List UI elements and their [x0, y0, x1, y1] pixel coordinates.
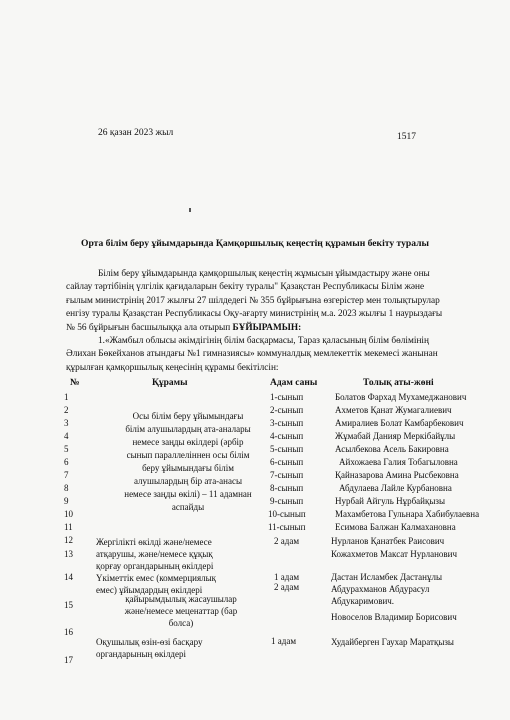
member-name: Дастан Исламбек Дастанұлы	[331, 572, 443, 582]
row-number: 1	[64, 392, 69, 402]
composition-line: атқарушы, және/немесе құқық	[96, 549, 213, 559]
row-number: 11	[64, 522, 73, 532]
composition-line: білім алушылардың ата-аналары	[125, 424, 251, 434]
preamble-line-text: № 56 бұйрығын басшылыққа ала отырып	[66, 322, 231, 333]
row-number: 17	[64, 655, 73, 665]
member-name: Амиралиев Болат Камбарбекович	[335, 418, 464, 428]
composition-line: және/немесе меценаттар (бар	[124, 606, 238, 616]
class-label: 9-сынып	[270, 496, 304, 506]
row-number: 5	[64, 444, 69, 454]
member-name: Абдукаримович.	[331, 596, 395, 606]
document-title: Орта білім беру ұйымдарында Қамқоршылық кеңестің құрамын бекіту туралы	[80, 238, 429, 249]
member-name: Махамбетова Гульнара Хабибулаевна	[335, 509, 480, 519]
composition-line: қорғау органдарының өкілдері	[96, 561, 214, 571]
class-label: 6-сынып	[270, 457, 304, 467]
composition-parents	[108, 410, 268, 514]
composition-patrons	[104, 593, 258, 629]
header-count: Адам саны	[270, 378, 318, 388]
member-name: Жұмабай Данияр Меркібайұлы	[335, 431, 456, 441]
scan-speck	[189, 208, 191, 212]
row-number: 8	[64, 483, 69, 493]
composition-line: емес) ұйымдардың өкілдері	[96, 585, 203, 595]
member-name: Абдулаева Лайле Курбановна	[339, 483, 452, 493]
composition-line: болса)	[168, 618, 194, 628]
class-label: 5-сынып	[270, 444, 304, 454]
composition-line: Үкіметтік емес (коммерциялық	[96, 573, 217, 583]
order-number: 1517	[397, 132, 416, 142]
preamble-line: сайлау тәртібінің үлгілік қағидаларын бекіту туралы" Қазақстан Республикасы Білім және	[66, 282, 425, 293]
composition-line: Оқушылық өзін-өзі басқару	[96, 637, 203, 647]
class-label: 7-сынып	[270, 470, 304, 480]
composition-self-government	[96, 636, 266, 660]
member-name: Нурланов Қанатбек Раисович	[331, 536, 445, 546]
member-count: 1 адам	[271, 636, 297, 646]
composition-line: алушылардың бір ата-анасы	[133, 476, 243, 486]
member-name: Нурбай Айгуль Нұрбайқызы	[335, 496, 446, 506]
member-count: 2 адам	[274, 582, 300, 592]
class-label: 3-сынып	[270, 418, 304, 428]
composition-line: сынып параллеліннен осы білім	[126, 450, 250, 460]
member-name: Есимова Балжан Калмахановна	[335, 522, 456, 532]
class-label: 4-сынып	[270, 431, 304, 441]
preamble-line	[66, 322, 466, 335]
row-number: 4	[64, 431, 69, 441]
class-label: 2-сынып	[270, 405, 304, 415]
class-label: 10-сынып	[268, 509, 306, 519]
header-full-name: Толық аты-жөні	[363, 378, 434, 388]
class-label: 11-сынып	[268, 522, 306, 532]
member-count: 2 адам	[274, 536, 300, 546]
member-name: Болатов Фархад Мухамеджанович	[335, 392, 467, 402]
preamble-line: ғылым министрінің 2017 жылғы 27 шілдедегі № 355 бұйрығына өзгерістер мен толықтырулар	[66, 295, 440, 306]
member-name: Худайберген Гаухар Маратқызы	[331, 637, 454, 647]
composition-line: немесе заңды өкілі) – 11 адамнан	[124, 489, 252, 499]
preamble-line: енгізу туралы Қазақстан Республикасы Оқу-ағарту министрінің м.а. 2023 жылғы 1 наурыздағы	[66, 309, 443, 320]
member-name: Ахметов Қанат Жумагалиевич	[335, 405, 452, 415]
composition-local	[96, 536, 266, 572]
row-number: 13	[64, 549, 73, 559]
order-word: БҰЙЫРАМЫН:	[232, 322, 302, 333]
clause-line: 1.«Жамбыл облысы әкімдігінің білім басқармасы, Тараз қаласының білім бөлімінің	[98, 336, 429, 347]
row-number: 7	[64, 470, 69, 480]
preamble	[66, 268, 466, 375]
composition-line: Осы білім беру ұйымындағы	[132, 411, 244, 421]
composition-line: немесе заңды өкілдері (әрбір	[132, 437, 244, 447]
member-name: Қайназарова Амина Рысбековна	[335, 470, 459, 480]
row-number: 15	[64, 600, 73, 610]
composition-line: аспайды	[171, 502, 205, 512]
composition-line: қайырымдылық жасаушылар	[125, 594, 237, 604]
composition-line: органдарының өкілдері	[96, 649, 186, 659]
class-label: 8-сынып	[270, 483, 304, 493]
member-name: Асылбекова Асель Бакировна	[335, 444, 449, 454]
header-composition: Құрамы	[152, 378, 188, 388]
row-number: 6	[64, 457, 69, 467]
row-number: 3	[64, 418, 69, 428]
row-number: 16	[64, 627, 73, 637]
member-name: Кожахметов Максат Нурланович	[331, 549, 458, 559]
class-label: 1-сынып	[270, 392, 304, 402]
member-name: Айхожаева Галия Тобагыловна	[339, 457, 458, 467]
composition-line: Жергілікті өкілді және/немесе	[96, 537, 212, 547]
row-number: 9	[64, 496, 69, 506]
row-number: 10	[64, 509, 73, 519]
header-number: №	[70, 378, 80, 388]
member-name: Новоселов Владимир Борисович	[331, 612, 457, 622]
row-number: 2	[64, 405, 69, 415]
preamble-line: Білім беру ұйымдарында қамқоршылық кеңестің жұмысын ұйымдастыру және оны	[98, 269, 430, 279]
member-count: 1 адам	[274, 572, 300, 582]
order-date: 26 қазан 2023 жыл	[98, 128, 174, 138]
clause-line: құрылған қамқоршылық кеңесінің құрамы бекітілсін:	[66, 362, 279, 373]
member-name: Абдурахманов Абдурасул	[331, 584, 430, 594]
row-number: 12	[64, 535, 73, 545]
composition-line: беру ұйымындағы білім	[142, 463, 234, 473]
row-number: 14	[64, 572, 73, 582]
clause-line: Әлихан Бөкейханов атындағы №1 гимназиясы» коммуналдық мемлекеттік мекемесі жанынан	[66, 349, 438, 360]
